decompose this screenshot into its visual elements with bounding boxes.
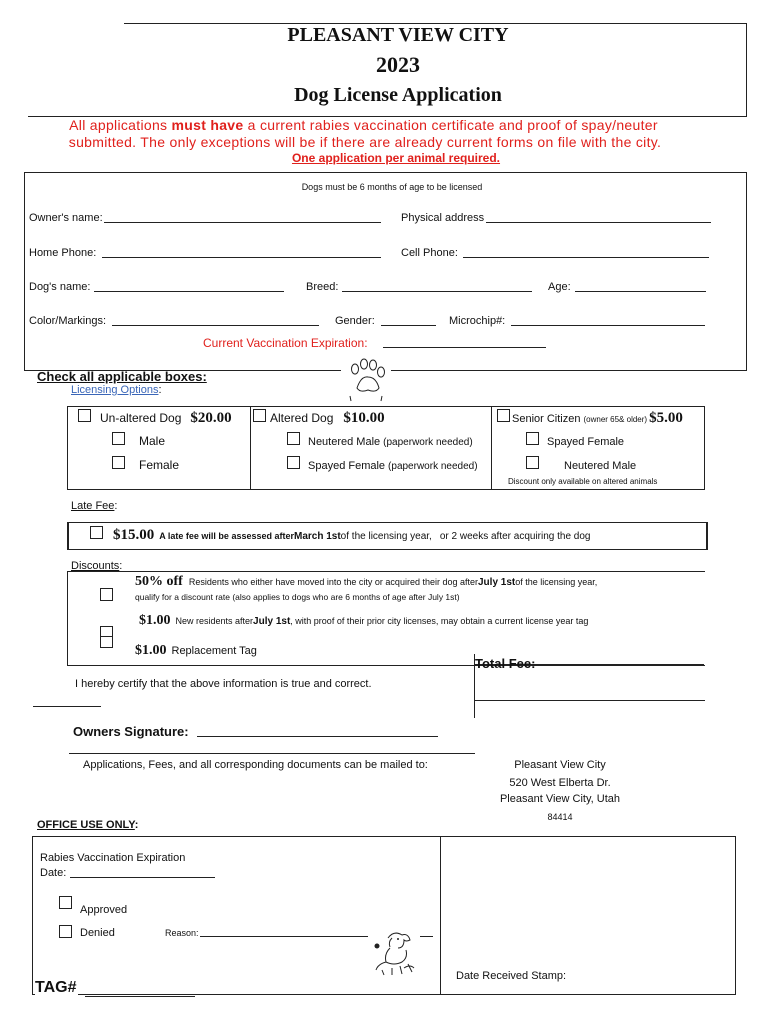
approved-label: Approved [80,904,128,916]
age-label: Age: [548,281,571,293]
neutered-male-option[interactable]: Neutered Male (paperwork needed) [287,432,473,448]
senior-neutered-checkbox[interactable] [526,456,539,469]
replacement-tag-line: $1.00 Replacement Tag [135,643,257,658]
approved-checkbox[interactable] [59,896,72,909]
senior-neutered-option[interactable]: Neutered Male [526,456,636,472]
licensing-options-label: Licensing Options: [71,384,162,396]
license-transfer-line: $1.00 New residents after July 1st , with proof of their prior city licenses, may obtain a current license year tag [139,613,589,628]
senior-spayed-option[interactable]: Spayed Female [526,432,624,448]
vaccination-label: Current Vaccination Expiration: [203,336,368,350]
office-use-heading: OFFICE USE ONLY: [37,819,139,831]
home-phone-field[interactable] [102,257,381,258]
owner-name-field[interactable] [104,222,381,223]
color-field[interactable] [112,325,319,326]
reason-label: Reason: [165,928,199,938]
late-fee-label: Late Fee: [71,500,118,512]
office-rabies-label: Rabies Vaccination Expiration [40,852,186,864]
notice-line-3: One application per animal required. [291,151,501,165]
unaltered-male-checkbox[interactable] [112,432,125,445]
discounts-label: Discounts: [71,560,123,572]
certify-statement: I hereby certify that the above information is true and correct. [75,678,372,690]
age-field[interactable] [575,291,706,292]
total-fee-label: Total Fee: [475,656,536,671]
spayed-female-checkbox[interactable] [287,456,300,469]
mailing-name: Pleasant View City [514,759,606,771]
owner-info-box [24,172,747,371]
signature-label: Owners Signature: [73,724,189,739]
dog-name-field[interactable] [94,291,284,292]
total-fee-field[interactable] [474,700,705,701]
breed-label: Breed: [306,281,339,293]
form-title: Dog License Application [294,84,502,106]
mailing-zip: 84414 [547,812,573,822]
microchip-field[interactable] [511,325,705,326]
date-received-label: Date Received Stamp: [456,970,567,982]
spayed-female-option[interactable]: Spayed Female (paperwork needed) [287,456,478,472]
half-off-line-1: 50% off Residents who either have moved into the city or acquired their dog after July 1st of the licensing year, [135,574,598,589]
late-fee-option[interactable]: $15.00 A late fee will be assessed after March 1st of the licensing year, or 2 weeks after acquiring the dog [90,526,591,544]
vaccination-field[interactable] [383,347,546,348]
altered-checkbox[interactable] [253,409,266,422]
city-title: PLEASANT VIEW CITY [287,24,509,46]
physical-address-label: Physical address [401,212,485,224]
late-fee-checkbox[interactable] [90,526,103,539]
licensing-divider-2 [491,406,492,489]
half-off-line-2: qualify for a discount rate (also applies to dogs who are 6 months of age after July 1st) [135,592,460,602]
mailing-text: Applications, Fees, and all corresponding documents can be mailed to: [83,759,428,771]
physical-address-field[interactable] [486,222,711,223]
certify-short-line [33,706,101,707]
mailing-street: 520 West Elberta Dr. [509,777,611,789]
senior-option[interactable]: Senior Citizen (owner 65& older) $5.00 [497,409,683,427]
senior-spayed-checkbox[interactable] [526,432,539,445]
signature-field[interactable] [197,736,438,737]
dog-name-label: Dog's name: [29,281,91,293]
denied-checkbox[interactable] [59,925,72,938]
license-transfer-checkbox[interactable] [100,626,113,648]
checkboxes-heading: Check all applicable boxes: [37,369,207,384]
home-phone-label: Home Phone: [29,247,97,259]
microchip-label: Microchip#: [449,315,506,327]
dog-sketch-icon [368,928,420,978]
tag-label: TAG# [35,979,77,996]
unaltered-female-option[interactable]: Female [112,456,179,472]
senior-checkbox[interactable] [497,409,510,422]
denied-label: Denied [80,927,115,939]
signature-underline [69,753,475,754]
cell-phone-label: Cell Phone: [401,247,458,259]
half-off-checkbox[interactable] [100,588,113,601]
discount-note: Discount only available on altered animals [508,477,658,486]
cell-phone-field[interactable] [463,257,709,258]
altered-option[interactable]: Altered Dog $10.00 [253,409,385,427]
year-title: 2023 [376,52,420,77]
licensing-divider-1 [250,406,251,489]
notice-line-1: All applications must have a current rabies vaccination certificate and proof of spay/neuter [69,117,658,133]
neutered-male-checkbox[interactable] [287,432,300,445]
tag-field[interactable] [85,996,195,997]
gender-field[interactable] [381,325,436,326]
owner-name-label: Owner's name: [29,212,103,224]
unaltered-male-option[interactable]: Male [112,432,165,448]
notice-line-2: submitted. The only exceptions will be if there are already current forms on file with the city. [68,134,662,150]
color-label: Color/Markings: [29,315,107,327]
office-date-label: Date: [40,867,67,879]
unaltered-option[interactable]: Un-altered Dog $20.00 [78,409,232,427]
gender-label: Gender: [335,315,375,327]
breed-field[interactable] [342,291,532,292]
age-note: Dogs must be 6 months of age to be licensed [301,182,483,192]
office-date-field[interactable] [70,877,215,878]
unaltered-female-checkbox[interactable] [112,456,125,469]
paw-print-icon [341,356,391,404]
office-divider [440,836,441,994]
unaltered-checkbox[interactable] [78,409,91,422]
mailing-city: Pleasant View City, Utah [499,793,621,805]
